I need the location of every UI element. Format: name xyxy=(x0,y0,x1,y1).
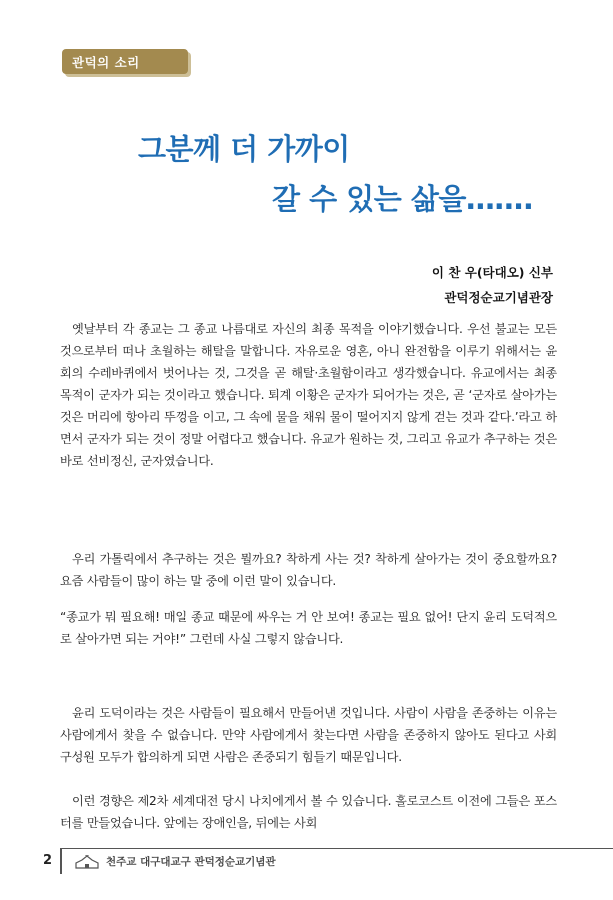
page-number: 2 xyxy=(43,853,53,868)
author-name: 이 찬 우(타대오) 신부 xyxy=(431,265,553,280)
paragraph-4-text: 윤리 도덕이라는 것은 사람들이 필요해서 만들어낸 것입니다. 사람이 사람을 존중하는 이유는 사람에게서 찾을 수 없습니다. 만약 사람에게서 찾는다면 사람을 존중하지 않아도 된다고 사회 구성원 모두가 합의하게 되면 사람은 존중되기 힘들기 때문입니다. xyxy=(60,706,557,764)
paragraph-2-text: 우리 가톨릭에서 추구하는 것은 뭘까요? 착하게 사는 것? 착하게 살아가는 것이 중요할까요? 요즘 사람들이 많이 하는 말 중에 이런 말이 있습니다. xyxy=(60,552,557,588)
paragraph-5 xyxy=(60,790,557,834)
section-tag xyxy=(62,49,188,74)
footer-publication: 천주교 대구대교구 관덕정순교기념관 xyxy=(106,856,276,868)
footer-divider xyxy=(60,848,613,849)
author-position: 관덕정순교기념관장 xyxy=(444,290,553,305)
section-tag-label: 관덕의 소리 xyxy=(72,55,140,70)
paragraph-3-text: “종교가 뭐 필요해! 매일 종교 때문에 싸우는 거 안 보여! 종교는 필요 없어! 단지 윤리 도덕적으로 살아가면 되는 거야!” 그런데 사실 그렇지 않습니다. xyxy=(60,610,557,646)
title-line-2: 갈 수 있는 삶을……. xyxy=(272,182,534,216)
footer-bar xyxy=(60,848,62,874)
title-line-1: 그분께 더 가까이 xyxy=(138,132,350,166)
paragraph-4 xyxy=(60,702,557,768)
paragraph-2 xyxy=(60,548,557,592)
paragraph-5-text: 이런 경향은 제2차 세계대전 당시 나치에게서 볼 수 있습니다. 홀로코스트 이전에 그들은 포스터를 만들었습니다. 앞에는 장애인을, 뒤에는 사회 xyxy=(60,794,557,830)
church-logo-icon xyxy=(74,855,100,869)
paragraph-1 xyxy=(60,318,557,472)
paragraph-1-text: 옛날부터 각 종교는 그 종교 나름대로 자신의 최종 목적을 이야기했습니다. 우선 불교는 모든 것으로부터 떠나 초월하는 해탈을 말합니다. 자유로운 영혼, 아니 완전함을 이루기 위해서는 윤회의 수레바퀴에서 벗어나는 것, 그것을 곧 해탈·초월함이라고 생각했습니다. 유교에서는 최종 목적이 군자가 되는 것이라고 했습니다. 퇴계 이황은 군자가 되어가는 것은, 곧 ‘군자로 살아가는 것은 머리에 항아리 뚜껑을 이고, 그 속에 물을 채워 물이 떨어지지 않게 걷는 것과 같다.’라고 하면서 군자가 되는 것이 정말 어렵다고 했습니다. 유교가 원하는 것, 그리고 유교가 추구하는 것은 바로 선비정신, 군자였습니다. xyxy=(60,322,557,468)
paragraph-3 xyxy=(60,606,557,650)
